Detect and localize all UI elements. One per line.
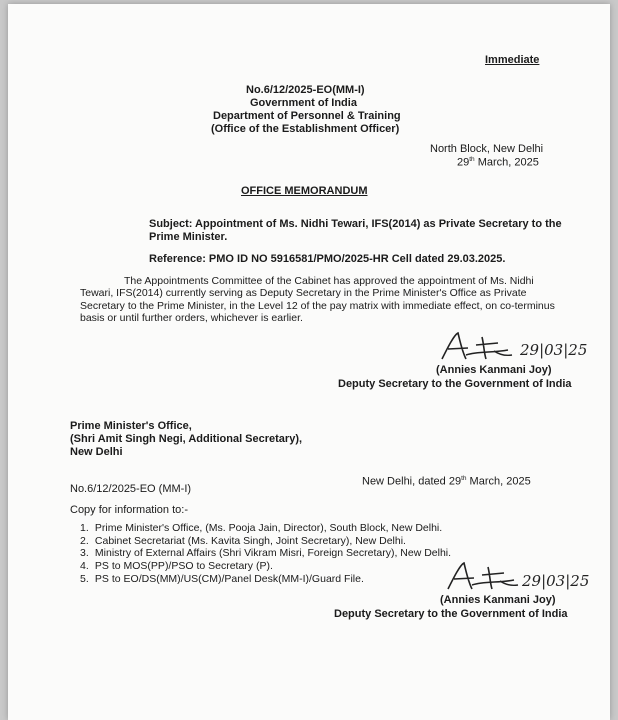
list-item: 5. PS to EO/DS(MM)/US(CM)/Panel Desk(MM-I)/Guard File.	[80, 572, 364, 585]
govt-line: Government of India	[250, 97, 357, 109]
priority-label: Immediate	[485, 54, 540, 66]
file-number: No.6/12/2025-EO(MM-I)	[246, 84, 365, 96]
list-item: 1. Prime Minister's Office, (Ms. Pooja Jain, Director), South Block, New Delhi.	[80, 522, 443, 534]
memo-title: OFFICE MEMORANDUM	[241, 185, 368, 197]
copy-distribution-list	[80, 522, 451, 586]
copy-file-number: No.6/12/2025-EO (MM-I)	[70, 483, 192, 495]
document-page	[8, 4, 610, 720]
subject-line-2: Prime Minister.	[149, 231, 228, 243]
signatory-2-name: (Annies Kanmani Joy)	[440, 594, 556, 606]
location: North Block, New Delhi	[430, 143, 544, 155]
list-item: 3. Ministry of External Affairs (Shri Vikram Misri, Foreign Secretary), New Delhi.	[80, 547, 452, 560]
reference-line: Reference: PMO ID NO 5916581/PMO/2025-HR Cell dated 29.03.2025.	[149, 253, 506, 265]
addressee-line-2: (Shri Amit Singh Negi, Additional Secretary),	[70, 433, 303, 445]
office-line: (Office of the Establishment Officer)	[211, 123, 400, 135]
list-item: 2. Cabinet Secretariat (Ms. Kavita Singh, Joint Secretary), New Delhi.	[80, 534, 406, 547]
addressee-line-1: Prime Minister's Office,	[70, 420, 192, 432]
addressee-line-3: New Delhi	[70, 446, 123, 458]
issue-date: 29th March, 2025	[457, 156, 539, 169]
department-line: Department of Personnel & Training	[213, 110, 401, 122]
copy-dated: New Delhi, dated 29th March, 2025	[362, 475, 531, 488]
signature-2-date: 29|03|25	[522, 572, 590, 590]
signatory-2-designation: Deputy Secretary to the Government of India	[334, 608, 568, 620]
signatory-1-designation: Deputy Secretary to the Government of India	[338, 378, 572, 390]
body-paragraph: The Appointments Committee of the Cabinet has approved the appointment of Ms. Nidhi Tewari, IFS(2014) currently serving as Deputy Secretary in the Prime Minister's Office as Private Secretary to the Prime Minister, in the Level 12 of the pay matrix with immediate effect, on co-terminus basis or until further orders, whichever is earlier.	[80, 275, 555, 325]
list-item: 4. PS to MOS(PP)/PSO to Secretary (P).	[80, 560, 273, 573]
copy-to-heading: Copy for information to:-	[70, 504, 188, 516]
signatory-1-name: (Annies Kanmani Joy)	[436, 364, 552, 376]
subject-line-1: Subject: Appointment of Ms. Nidhi Tewari, IFS(2014) as Private Secretary to the	[149, 218, 562, 230]
signature-1-date: 29|03|25	[520, 341, 588, 359]
